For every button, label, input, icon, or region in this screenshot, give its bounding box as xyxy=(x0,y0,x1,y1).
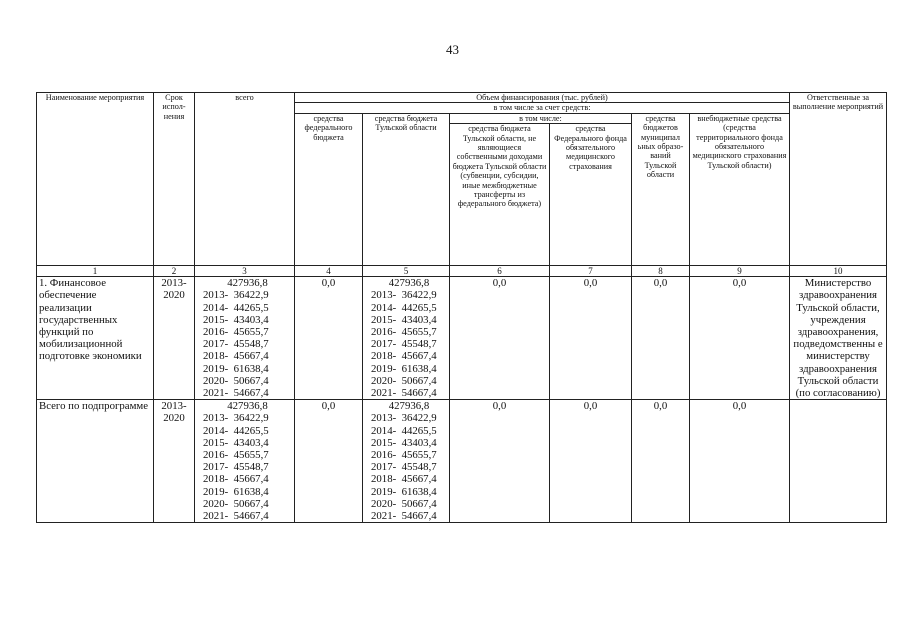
financing-table xyxy=(36,92,887,523)
row-total-cell xyxy=(195,277,295,400)
row-tula-total: 427936,8 xyxy=(388,400,430,413)
header-name: Наименование мероприятия xyxy=(37,93,154,266)
year-value: 2016- 45655,7 xyxy=(203,326,269,339)
row-tula-non-own: 0,0 xyxy=(450,400,550,523)
year-value: 2019- 61638,4 xyxy=(203,485,269,498)
row-responsible xyxy=(790,400,887,523)
row-extra-budget: 0,0 xyxy=(690,400,790,523)
year-value: 2019- 61638,4 xyxy=(203,362,269,375)
row-municipal: 0,0 xyxy=(632,400,690,523)
column-number: 3 xyxy=(195,266,295,277)
column-number: 5 xyxy=(363,266,450,277)
header-municipal: средства бюджетов муниципал ьных образо-ваний Тульской области xyxy=(632,113,690,265)
year-value: 2017- 45548,7 xyxy=(371,338,437,351)
year-value: 2015- 43403,4 xyxy=(203,436,269,449)
column-number: 4 xyxy=(295,266,363,277)
header-responsible: Ответственные за выполнение мероприятий xyxy=(790,93,887,266)
header-federal-fund: средства Федерального фонда обязательного медицинского страхования xyxy=(550,124,632,266)
header-volume: Объем финансирования (тыс. рублей) xyxy=(295,93,790,103)
row-federal-fund: 0,0 xyxy=(550,277,632,400)
row-total: 427936,8 xyxy=(227,400,268,413)
year-value: 2021- 54667,4 xyxy=(371,387,437,400)
header-extra-budget: внебюджетные средства (средства территориального фонда обязательного медицинского страхования Тульской области) xyxy=(690,113,790,265)
row-tula-cell xyxy=(363,400,450,523)
row-term: 2013- 2020 xyxy=(154,277,195,400)
header-including: в том числе: xyxy=(450,113,632,123)
year-value: 2016- 45655,7 xyxy=(203,449,269,462)
year-value: 2015- 43403,4 xyxy=(203,313,269,326)
year-value: 2014- 44265,5 xyxy=(203,301,269,314)
year-value: 2016- 45655,7 xyxy=(371,449,437,462)
year-value: 2020- 50667,4 xyxy=(371,497,437,510)
year-value: 2014- 44265,5 xyxy=(371,301,437,314)
row-tula-non-own: 0,0 xyxy=(450,277,550,400)
row-extra-budget: 0,0 xyxy=(690,277,790,400)
year-value: 2013- 36422,9 xyxy=(371,412,437,425)
column-number: 1 xyxy=(37,266,154,277)
year-value: 2021- 54667,4 xyxy=(203,387,269,400)
year-value: 2020- 50667,4 xyxy=(203,497,269,510)
year-value: 2019- 61638,4 xyxy=(371,362,437,375)
header-including-sources: в том числе за счет средств: xyxy=(295,103,790,113)
year-value: 2019- 61638,4 xyxy=(371,485,437,498)
row-total: 427936,8 xyxy=(227,277,268,290)
page-number: 43 xyxy=(446,42,459,57)
column-number: 9 xyxy=(690,266,790,277)
row-federal-fund: 0,0 xyxy=(550,400,632,523)
row-name: 1. Финансовое обеспечение реализации государственных функций по мобилизационной подготовке экономики xyxy=(37,277,154,400)
year-value: 2018- 45667,4 xyxy=(203,350,269,363)
year-value: 2015- 43403,4 xyxy=(371,313,437,326)
row-federal: 0,0 xyxy=(295,277,363,400)
year-value: 2017- 45548,7 xyxy=(371,461,437,474)
row-tula-total: 427936,8 xyxy=(388,277,430,290)
year-value: 2020- 50667,4 xyxy=(371,374,437,387)
year-value: 2020- 50667,4 xyxy=(203,374,269,387)
table-row xyxy=(37,277,887,400)
header-term: Срок испол-нения xyxy=(154,93,195,266)
header-total: всего xyxy=(195,93,295,266)
year-value: 2013- 36422,9 xyxy=(371,289,437,302)
year-value: 2018- 45667,4 xyxy=(371,473,437,486)
year-value: 2017- 45548,7 xyxy=(203,338,269,351)
year-value: 2014- 44265,5 xyxy=(203,424,269,437)
year-value: 2013- 36422,9 xyxy=(203,289,269,302)
column-number-row xyxy=(37,266,887,277)
row-total-cell xyxy=(195,400,295,523)
year-value: 2016- 45655,7 xyxy=(371,326,437,339)
row-name: Всего по подпрограмме xyxy=(37,400,154,523)
year-value: 2015- 43403,4 xyxy=(371,436,437,449)
column-number: 2 xyxy=(154,266,195,277)
year-value: 2018- 45667,4 xyxy=(371,350,437,363)
year-value: 2021- 54667,4 xyxy=(203,510,269,523)
year-value: 2013- 36422,9 xyxy=(203,412,269,425)
row-tula-cell xyxy=(363,277,450,400)
column-number: 10 xyxy=(790,266,887,277)
table-row xyxy=(37,400,887,523)
header-federal-budget: средства федерального бюджета xyxy=(295,113,363,265)
row-responsible: Министерство здравоохранения Тульской области, учреждения здравоохранения, подведомственны е министерству здравоохранения Тульской области (по согласованию) xyxy=(790,277,887,400)
year-value: 2021- 54667,4 xyxy=(371,510,437,523)
column-number: 6 xyxy=(450,266,550,277)
header-tula-budget: средства бюджета Тульской области xyxy=(363,113,450,265)
column-number: 7 xyxy=(550,266,632,277)
year-value: 2018- 45667,4 xyxy=(203,473,269,486)
header-tula-non-own: средства бюджета Тульской области, не являющиеся собственными доходами бюджета Тульской области (субвенции, субсидии, иные межбюджетные трансферты из федерального бюджета) xyxy=(450,124,550,266)
year-value: 2017- 45548,7 xyxy=(203,461,269,474)
year-value: 2014- 44265,5 xyxy=(371,424,437,437)
row-term: 2013- 2020 xyxy=(154,400,195,523)
column-number: 8 xyxy=(632,266,690,277)
row-federal: 0,0 xyxy=(295,400,363,523)
row-municipal: 0,0 xyxy=(632,277,690,400)
